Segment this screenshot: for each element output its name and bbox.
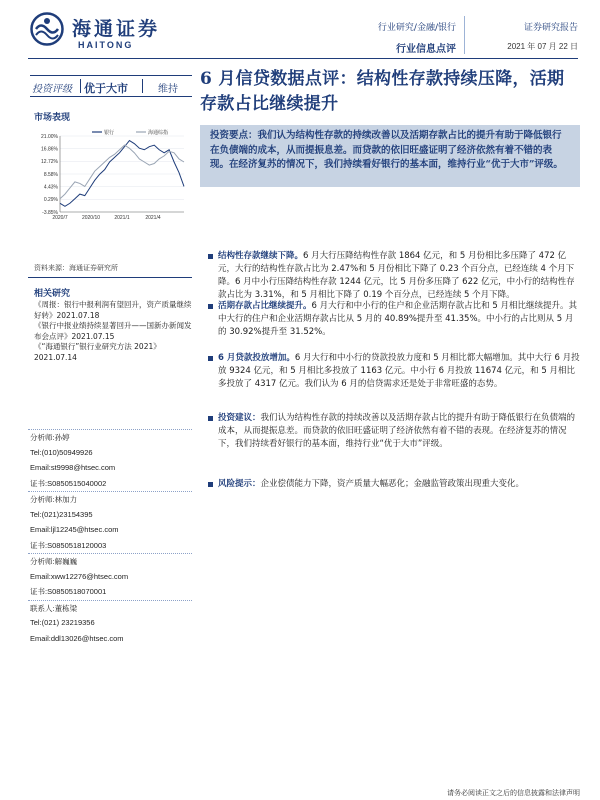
analyst-email[interactable]: Email:ljl12245@htsec.com [30, 525, 119, 534]
series-line-composite-index [60, 145, 184, 199]
bullet-square-icon [208, 304, 213, 309]
contact-phone: Tel:(021) 23219356 [30, 618, 95, 627]
rating-separator [142, 79, 143, 93]
y-tick-label: -3.85% [42, 209, 58, 216]
haitong-emblem-icon [30, 12, 64, 46]
bullet-square-icon [208, 416, 213, 421]
series-line-bank [60, 141, 184, 207]
key-point-lead: 投资建议： [218, 413, 261, 423]
market-performance-heading: 市场表现 [34, 113, 71, 123]
key-point-text: 6 月大行压降结构性存款 1864 亿元，和 5 月份相比多压降了 472 亿元，大行的结构性存款占比为 2.47%和 5 月份相比下降了 0.23 个百分点，已经连续 4 个月下降。6 月中小行压降结构性存款 1244 亿元，比 5 月份多压降了 622 亿元，中小行的结构性存款占比为 3.31%，和 5 月相比下降了 0.19 个百分点，已经连续 5 个月下降。 [218, 251, 575, 300]
y-tick-label: 8.58% [43, 171, 58, 178]
analyst-name: 分析师:林加力 [28, 491, 192, 507]
analyst-contacts [28, 429, 192, 646]
key-point-text: 我们认为结构性存款的持续改善以及活期存款占比的提升有助于降低银行在负债端的成本，从而提振息差。而贷款的依旧旺盛证明了经济依然有着不错的表现。在经济复苏的情况下，我们持续看好银行的基本面，维持行业“优于大市”评级。 [218, 413, 576, 449]
investment-rating-box [30, 75, 192, 97]
logo-chinese-text: 海通证券 [72, 18, 161, 40]
x-tick-label: 2021/4 [145, 215, 161, 221]
contact-name: 联系人:董栋梁 [28, 600, 192, 616]
related-item[interactable]: 《“海通银行”银行业研究方法 2021》2021.07.14 [34, 342, 161, 362]
report-date: 2021 年 07 月 22 日 [507, 42, 578, 51]
analyst-phone: Tel:(021)23154395 [30, 509, 93, 519]
report-title: 6 月信贷数据点评：结构性存款持续压降，活期存款占比继续提升 [200, 69, 565, 114]
haitong-logo [30, 12, 180, 52]
rating-value: 优于大市 [84, 82, 128, 95]
disclaimer-footer: 请务必阅读正文之后的信息披露和法律声明 [447, 789, 580, 797]
key-point-lead: 活期存款占比继续提升。 [218, 301, 312, 311]
investment-highlights-box: 投资要点：我们认为结构性存款的持续改善以及活期存款占比的提升有助于降低银行在负债端的成本，从而提振息差。而贷款的依旧旺盛证明了经济依然有着不错的表现。在经济复苏的情况下，我们持续看好银行的基本面，维持行业“优于大市”评级。 [200, 125, 580, 187]
bullet-square-icon [208, 254, 213, 259]
bullet-square-icon [208, 356, 213, 361]
y-tick-label: 21.00% [41, 133, 58, 140]
y-tick-label: 0.29% [43, 197, 58, 204]
report-subcategory: 行业信息点评 [396, 44, 456, 55]
key-point-lead: 风险提示： [218, 479, 261, 489]
report-category: 行业研究/金融/银行 [377, 23, 456, 33]
chart-svg [32, 128, 192, 226]
related-item[interactable]: 《周报：银行中报利润有望回升，资产质量继续好转》2021.07.18 [34, 300, 192, 320]
report-type: 证券研究报告 [523, 23, 578, 33]
logo-english-text: HAITONG [78, 40, 134, 50]
legend-label: 海通综指 [148, 130, 169, 136]
x-tick-label: 2021/1 [114, 215, 130, 221]
market-performance-chart [32, 128, 192, 226]
key-point-text: 企业偿债能力下降，资产质量大幅恶化；金融监管政策出现重大变化。 [260, 479, 525, 489]
x-tick-label: 2020/10 [81, 215, 101, 221]
key-point-text: 6 月大行和中小行的贷款投放力度和 5 月相比都大幅增加。其中大行 6 月投放 9324 亿元，和 5 月相比多投放了 1163 亿元。中小行 6 月投放 11674 亿元，和 5 月相比多投放了 4317 亿元。我们认为 6 月的信贷需求还是处于非常旺盛的态势。 [218, 353, 580, 389]
y-tick-label: 12.72% [41, 159, 58, 166]
key-point-lead: 6 月贷款投放增加。 [218, 353, 295, 363]
analyst-phone: Tel:(010)50949926 [30, 447, 93, 457]
section-rule [28, 277, 192, 278]
analyst-email[interactable]: Email:st9998@htsec.com [30, 463, 116, 472]
key-point-text: 6 月大行和中小行的住户和企业活期存款占比和 5 月相比继续提升。其中大行的住户和企业活期存款占比从 5 月的 40.89%提升至 41.35%。中小行的占比则从 5 月的 30.92%提升至 31.52%。 [218, 301, 577, 337]
rating-label: 投资评级 [32, 84, 72, 95]
key-point-lead: 结构性存款继续下降。 [218, 251, 304, 261]
x-tick-label: 2020/7 [52, 215, 68, 221]
related-research-list [34, 300, 194, 363]
y-tick-label: 4.43% [43, 184, 58, 191]
legend-label: 银行 [104, 130, 115, 136]
analyst-cert: 证书:S0850518120003 [30, 540, 107, 550]
header-rule [28, 58, 578, 59]
y-tick-label: 16.86% [41, 146, 58, 153]
analyst-cert: 证书:S0850518070001 [30, 587, 107, 596]
analyst-email[interactable]: Email:xww12276@htsec.com [30, 571, 129, 581]
header-divider [464, 16, 465, 54]
rating-status: 维持 [158, 84, 178, 95]
related-research-heading: 相关研究 [34, 289, 71, 299]
analyst-name: 分析师:解巍巍 [28, 553, 192, 569]
related-item[interactable]: 《银行中报业绩持续显著回升——国新办新闻发布会点评》2021.07.15 [34, 321, 192, 341]
analyst-cert: 证书:S0850515040002 [30, 478, 107, 488]
bullet-square-icon [208, 482, 213, 487]
chart-source: 资料来源：海通证券研究所 [34, 264, 118, 272]
analyst-name: 分析师:孙婷 [28, 429, 192, 445]
rating-separator [80, 79, 81, 93]
contact-email[interactable]: Email:ddl13026@htsec.com [30, 633, 124, 643]
